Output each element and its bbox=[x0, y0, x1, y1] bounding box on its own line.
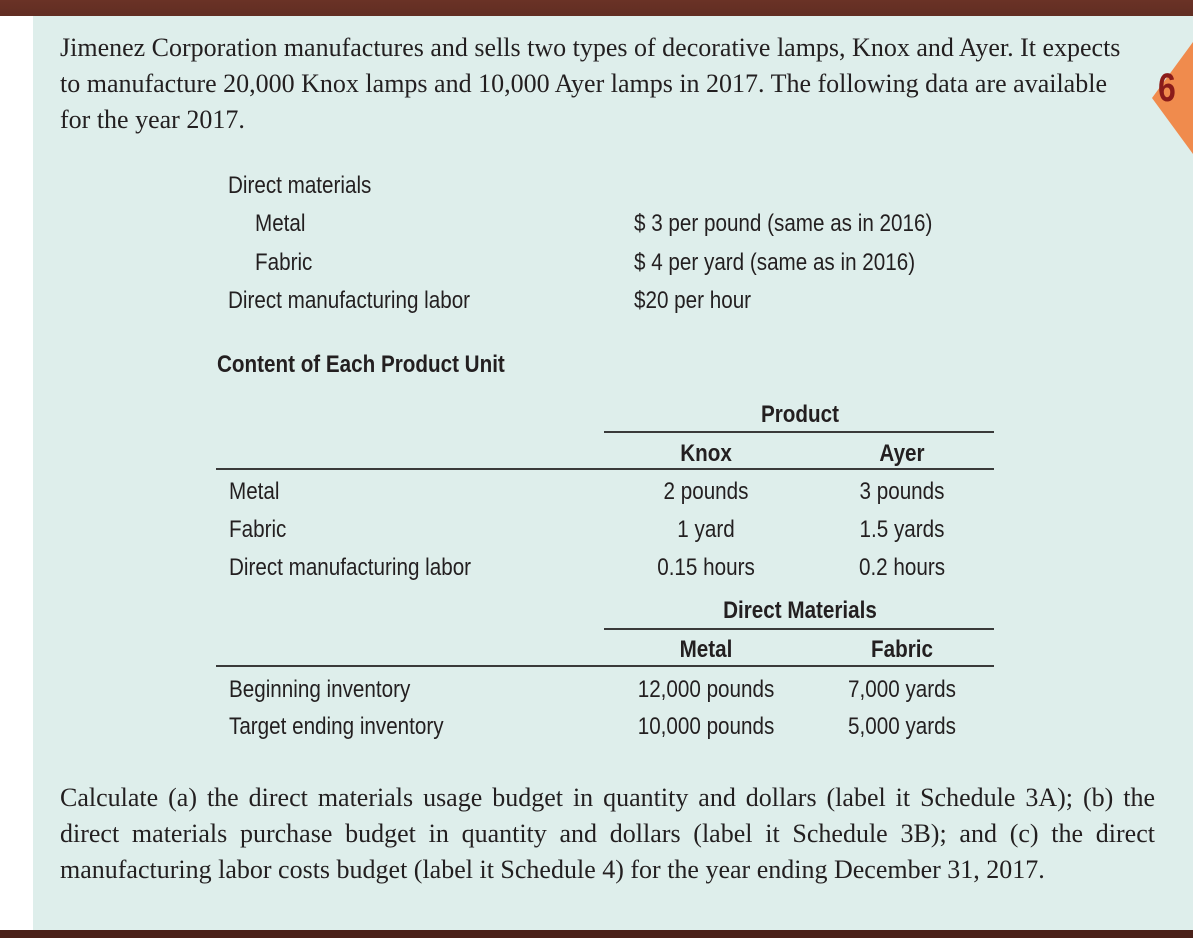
content-header-rule bbox=[216, 468, 994, 470]
metal-label: Metal bbox=[255, 210, 306, 237]
knox-column-header: Knox bbox=[680, 440, 732, 467]
fabric-label: Fabric bbox=[255, 249, 313, 276]
content-title: Content of Each Product Unit bbox=[217, 351, 505, 378]
fabric-column-header: Fabric bbox=[871, 636, 933, 663]
knox-fabric: 1 yard bbox=[677, 516, 735, 543]
ayer-column-header: Ayer bbox=[879, 440, 925, 467]
materials-header-rule bbox=[604, 628, 994, 630]
ayer-metal: 3 pounds bbox=[859, 478, 945, 505]
knox-labor: 0.15 hours bbox=[657, 554, 755, 581]
fabric-price: $ 4 per yard (same as in 2016) bbox=[634, 249, 916, 276]
direct-materials-group-header: Direct Materials bbox=[723, 597, 877, 624]
content-row-label: Direct manufacturing labor bbox=[229, 554, 472, 581]
ending-metal: 10,000 pounds bbox=[637, 713, 775, 740]
ayer-fabric: 1.5 yards bbox=[859, 516, 945, 543]
product-header: Product bbox=[761, 401, 839, 428]
problem-number-badge bbox=[1128, 42, 1193, 154]
ayer-labor: 0.2 hours bbox=[858, 554, 946, 581]
question-paragraph: Calculate (a) the direct materials usage budget in quantity and dollars (label it Schedule 3A); (b) the direct materials purchase budget in quantity and dollars (label it Schedule 3B); and (c) the direct manufacturing labor costs budget (label it Schedule 4) for the year ending December 31, 2017. bbox=[60, 783, 1155, 884]
inventory-header-rule bbox=[216, 665, 994, 667]
bottom-border bbox=[0, 930, 1193, 938]
knox-metal: 2 pounds bbox=[663, 478, 749, 505]
page-margin bbox=[0, 16, 33, 931]
inventory-row-label: Beginning inventory bbox=[229, 676, 411, 703]
intro-paragraph: Jimenez Corporation manufactures and sells two types of decorative lamps, Knox and Ayer. It expects to manufacture 20,000 Knox lamps and 10,000 Ayer lamps in 2017. The following data are available for the year 2017. bbox=[60, 33, 1121, 134]
labor-rate: $20 per hour bbox=[634, 287, 752, 314]
metal-column-header: Metal bbox=[679, 636, 733, 663]
beginning-fabric: 7,000 yards bbox=[848, 676, 956, 703]
metal-price: $ 3 per pound (same as in 2016) bbox=[634, 210, 933, 237]
ending-fabric: 5,000 yards bbox=[848, 713, 956, 740]
content-row-label: Metal bbox=[229, 478, 280, 505]
problem-number: 6 bbox=[1158, 66, 1176, 110]
inventory-row-label: Target ending inventory bbox=[229, 713, 444, 740]
beginning-metal: 12,000 pounds bbox=[637, 676, 775, 703]
labor-label: Direct manufacturing labor bbox=[228, 287, 471, 314]
content-row-label: Fabric bbox=[229, 516, 287, 543]
direct-materials-header: Direct materials bbox=[228, 172, 372, 199]
product-header-rule bbox=[604, 431, 994, 433]
